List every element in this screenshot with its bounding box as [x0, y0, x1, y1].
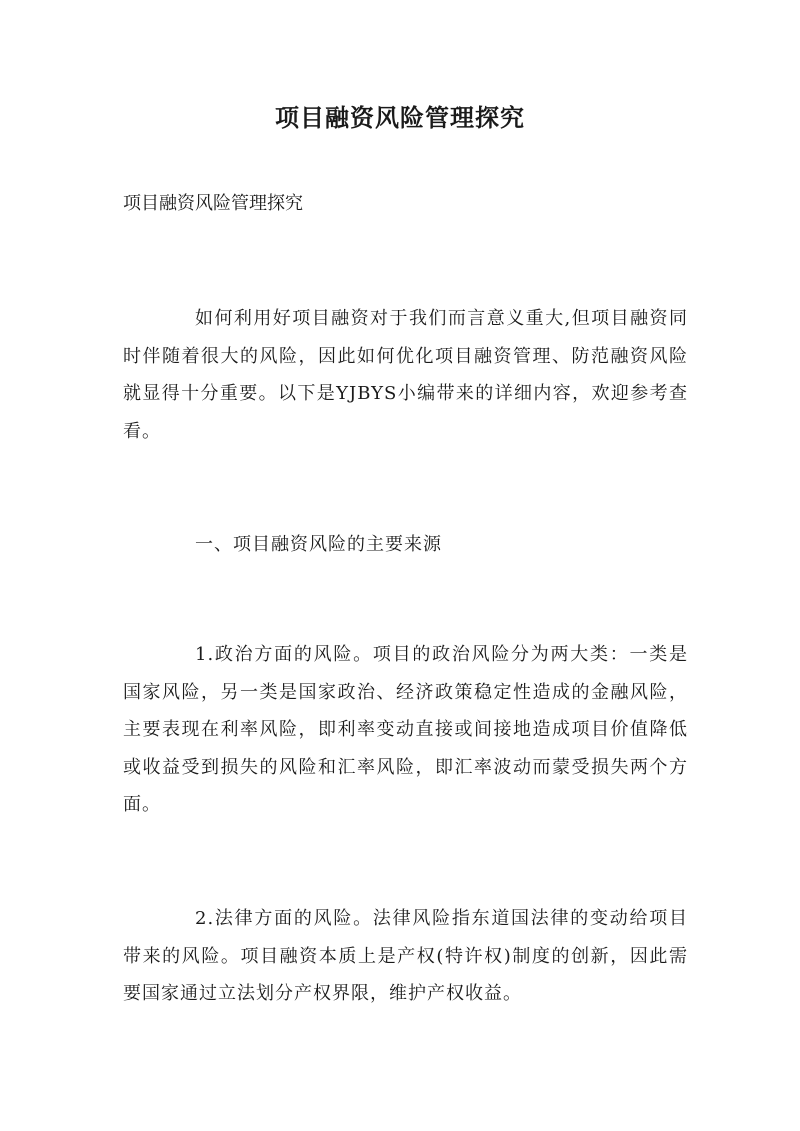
legal-risk-paragraph: 2.法律方面的风险。法律风险指东道国法律的变动给项目带来的风险。项目融资本质上是产权(特许权)制度的创新，因此需要国家通过立法划分产权界限，维护产权收益。	[123, 908, 688, 1004]
document-title: 项目融资风险管理探究	[275, 104, 525, 132]
document-subtitle: 项目融资风险管理探究	[123, 193, 303, 214]
political-risk-paragraph: 1.政治方面的风险。项目的政治风险分为两大类：一类是国家风险，另一类是国家政治、经济政策稳定性造成的金融风险，主要表现在利率风险，即利率变动直接或间接地造成项目价值降低或收益受到损失的风险和汇率风险，即汇率波动而蒙受损失两个方面。	[123, 644, 688, 815]
intro-paragraph: 如何利用好项目融资对于我们而言意义重大,但项目融资同时伴随着很大的风险，因此如何优化项目融资管理、防范融资风险就显得十分重要。以下是YJBYS小编带来的详细内容，欢迎参考查看。	[123, 308, 688, 442]
section-heading: 一、项目融资风险的主要来源	[195, 534, 442, 555]
